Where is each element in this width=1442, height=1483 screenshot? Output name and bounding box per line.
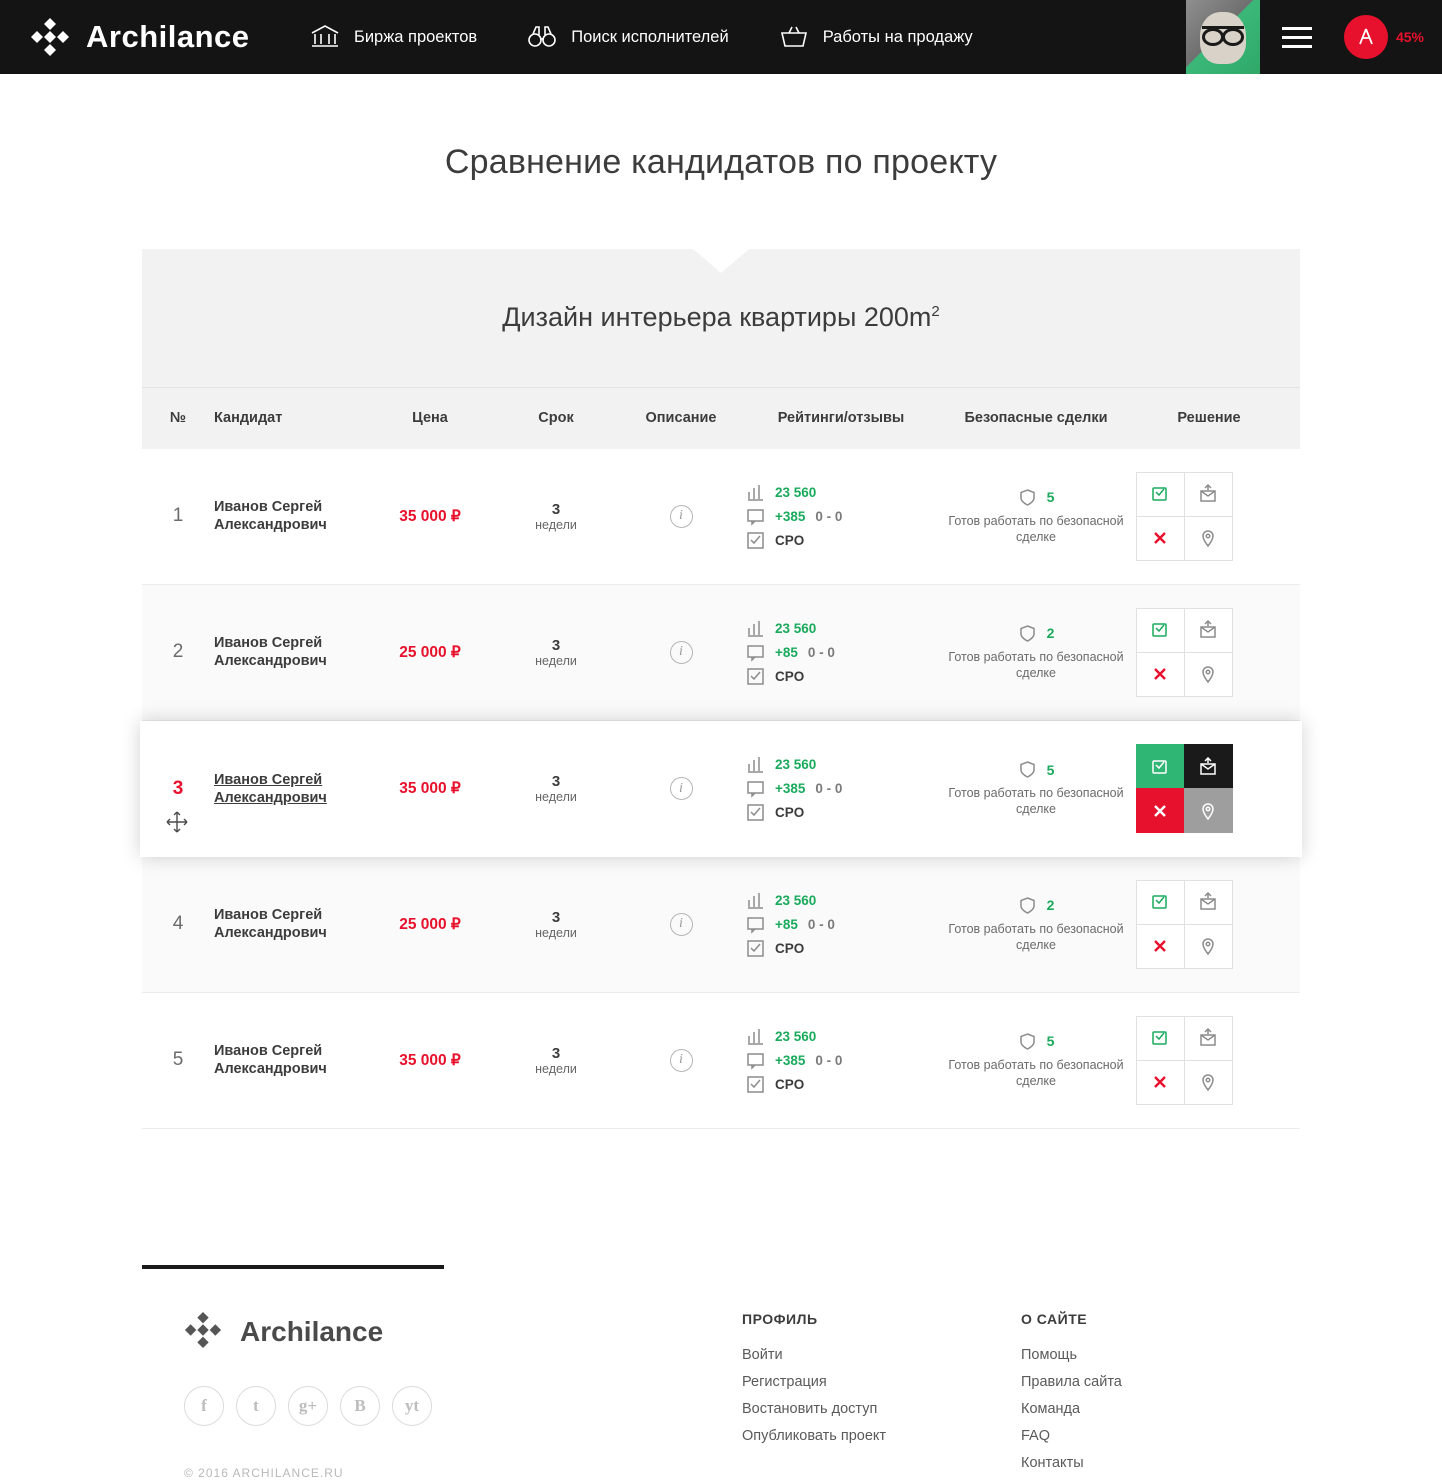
cro-line: [746, 1075, 936, 1094]
copyright: © 2016 ARCHILANCE.RU: [184, 1465, 344, 1480]
nav-label: Биржа проектов: [354, 27, 478, 46]
rating-line: [746, 619, 936, 638]
comment-icon: [746, 507, 765, 526]
nav-item-works-for-sale[interactable]: [779, 24, 973, 50]
location-pin-button[interactable]: [1184, 652, 1233, 697]
nav-label: Работы на продажу: [822, 27, 973, 46]
bar-chart-icon: [746, 1027, 765, 1046]
decision-buttons: [1136, 745, 1282, 833]
nav-item-projects[interactable]: [310, 24, 477, 50]
safe-deals-text: Готов работать по безопасной сделке: [948, 649, 1124, 680]
facebook-icon[interactable]: f: [184, 1386, 224, 1426]
candidate-term: [496, 637, 616, 668]
check-box-icon: [746, 803, 765, 822]
candidate-name[interactable]: Иванов Сергей Александрович: [214, 907, 327, 942]
footer-link-login[interactable]: Войти: [742, 1346, 783, 1363]
reject-button[interactable]: [1136, 652, 1185, 697]
col-header-term: Срок: [538, 410, 574, 427]
nav-item-search-performers[interactable]: [527, 24, 729, 50]
check-box-icon: [746, 1075, 765, 1094]
main-nav: [310, 24, 973, 50]
safe-deals-cell: [936, 488, 1136, 545]
term-unit: недели: [535, 790, 577, 805]
reviews-zero: 0 - 0: [815, 781, 843, 797]
location-pin-button[interactable]: [1184, 924, 1233, 969]
check-box-icon: [746, 531, 765, 550]
bar-chart-icon: [746, 891, 765, 910]
candidate-name[interactable]: Иванов Сергей Александрович: [214, 499, 327, 534]
footer-link-contacts[interactable]: Контакты: [1021, 1454, 1084, 1471]
reviews-zero: 0 - 0: [807, 644, 835, 660]
nav-label: Поиск исполнителей: [571, 27, 729, 46]
bank-icon: [310, 24, 340, 50]
safe-deals-cell: [936, 1032, 1136, 1089]
col-header-rating: Рейтинги/отзывы: [777, 410, 905, 427]
footer-column-title: ПРОФИЛЬ: [742, 1310, 818, 1327]
description-cell: [616, 505, 746, 528]
page-title: Сравнение кандидатов по проекту: [444, 142, 998, 181]
header-right: [1186, 0, 1442, 74]
check-box-icon: [746, 667, 765, 686]
safe-deals-text: Готов работать по безопасной сделке: [948, 1057, 1124, 1088]
table-row[interactable]: [142, 449, 1300, 585]
drag-move-icon[interactable]: [166, 811, 188, 833]
bar-chart-icon: [746, 755, 765, 774]
ratings-cell: [746, 750, 936, 827]
safe-deals-text: Готов работать по безопасной сделке: [948, 921, 1124, 952]
message-button[interactable]: [1184, 1016, 1233, 1061]
description-cell: [616, 641, 746, 664]
ratings-cell: [746, 614, 936, 691]
page-body: [0, 97, 1442, 1482]
rating-line: [746, 891, 936, 910]
cro-line: [746, 531, 936, 550]
candidates-table: [142, 387, 1300, 1265]
youtube-icon[interactable]: yt: [392, 1386, 432, 1426]
cro-line: [746, 667, 936, 686]
site-footer: [142, 1265, 1300, 1482]
reviews-zero: 0 - 0: [807, 916, 835, 932]
reviews-plus: +85: [775, 644, 798, 660]
decision-cell: [1136, 472, 1282, 560]
table-row[interactable]: [142, 993, 1300, 1129]
row-number: 5: [172, 1049, 184, 1071]
rating-line: [746, 483, 936, 502]
cro-value: CPO: [775, 668, 805, 684]
reviews-line: [746, 779, 936, 798]
term-unit: недели: [535, 925, 577, 940]
archilance-logo-icon: [30, 17, 70, 57]
message-button[interactable]: [1184, 744, 1233, 789]
table-row[interactable]: [142, 585, 1300, 721]
table-row-selected[interactable]: [140, 721, 1302, 857]
menu-burger-button[interactable]: [1260, 0, 1334, 74]
cro-value: CPO: [775, 805, 805, 821]
safe-deals-top: [936, 896, 1136, 915]
info-icon[interactable]: i: [670, 777, 693, 800]
description-cell: [616, 1049, 746, 1072]
site-header: [0, 0, 1442, 74]
decision-cell: [1136, 880, 1282, 968]
safe-deals-cell: [936, 760, 1136, 817]
decision-buttons: [1136, 880, 1282, 968]
ratings-cell: [746, 886, 936, 963]
footer-link-team[interactable]: Команда: [1021, 1400, 1081, 1417]
footer-link-rules[interactable]: Правила сайта: [1021, 1373, 1122, 1390]
term-value: 3: [551, 500, 561, 518]
decision-cell: [1136, 1016, 1282, 1104]
term-unit: недели: [535, 1061, 577, 1076]
reviews-plus: +385: [775, 508, 806, 524]
col-header-name: Кандидат: [214, 410, 283, 427]
comment-icon: [746, 779, 765, 798]
candidate-term: [496, 909, 616, 940]
check-box-icon: [746, 939, 765, 958]
cro-value: CPO: [775, 1076, 805, 1092]
project-name-wrap: [502, 302, 940, 333]
safe-deals-count: 2: [1046, 625, 1055, 642]
decision-buttons: [1136, 472, 1282, 560]
project-name: Дизайн интерьера квартиры 200m: [502, 302, 932, 333]
row-number: 1: [172, 505, 184, 527]
reviews-plus: +385: [775, 781, 806, 797]
info-icon[interactable]: i: [670, 641, 693, 664]
footer-link-faq[interactable]: FAQ: [1021, 1427, 1051, 1444]
candidate-term: [496, 773, 616, 804]
message-button[interactable]: [1184, 880, 1233, 925]
message-button[interactable]: [1184, 472, 1233, 517]
term-unit: недели: [535, 653, 577, 668]
shield-icon: [1018, 896, 1037, 915]
candidate-price: 35 000 ₽: [399, 507, 461, 525]
table-header-row: [142, 387, 1300, 449]
candidate-term: [496, 501, 616, 532]
cro-line: [746, 939, 936, 958]
term-value: 3: [551, 636, 561, 654]
candidate-price: 35 000 ₽: [399, 1051, 461, 1069]
accept-button[interactable]: [1136, 744, 1185, 789]
avatar[interactable]: [1186, 0, 1260, 74]
brand-name: Archilance: [86, 19, 250, 54]
safe-deals-text: Готов работать по безопасной сделке: [948, 786, 1124, 817]
ratings-cell: [746, 1022, 936, 1099]
safe-deals-top: [936, 488, 1136, 507]
reject-button[interactable]: [1136, 924, 1185, 969]
bar-chart-icon: [746, 483, 765, 502]
col-header-safe: Безопасные сделки: [964, 410, 1108, 427]
reviews-plus: +85: [775, 916, 798, 932]
info-icon[interactable]: i: [670, 1049, 693, 1072]
safe-deals-count: 2: [1046, 897, 1055, 914]
reject-button[interactable]: [1136, 1060, 1185, 1105]
ratings-cell: [746, 478, 936, 555]
reviews-line: [746, 507, 936, 526]
accept-button[interactable]: [1136, 608, 1185, 653]
reviews-line: [746, 1051, 936, 1070]
col-header-decision: Решение: [1177, 410, 1241, 427]
info-icon[interactable]: i: [670, 913, 693, 936]
decision-cell: [1136, 745, 1282, 833]
logo-block[interactable]: [0, 17, 300, 57]
shield-icon: [1018, 488, 1037, 507]
footer-column-profile: [742, 1311, 1021, 1482]
binoculars-icon: [527, 24, 557, 50]
twitter-icon[interactable]: t: [236, 1386, 276, 1426]
row-number: 3: [172, 777, 184, 799]
google-plus-icon[interactable]: g+: [288, 1386, 328, 1426]
safe-deals-top: [936, 1032, 1136, 1051]
footer-link-register[interactable]: Регистрация: [742, 1373, 827, 1390]
term-unit: недели: [535, 517, 577, 532]
accept-button[interactable]: [1136, 472, 1185, 517]
candidate-price: 35 000 ₽: [399, 780, 461, 798]
comment-icon: [746, 915, 765, 934]
safe-deals-count: 5: [1046, 761, 1055, 778]
shield-icon: [1018, 760, 1037, 779]
candidate-price: 25 000 ₽: [399, 915, 461, 933]
cro-value: CPO: [775, 532, 805, 548]
archilance-logo-icon: [184, 1311, 222, 1354]
location-pin-button[interactable]: [1184, 516, 1233, 561]
rating-line: [746, 1027, 936, 1046]
vk-icon[interactable]: B: [340, 1386, 380, 1426]
social-links: [184, 1386, 742, 1426]
footer-brand-block: [184, 1311, 742, 1482]
message-button[interactable]: [1184, 608, 1233, 653]
cro-value: CPO: [775, 940, 805, 956]
bar-chart-icon: [746, 619, 765, 638]
reject-button[interactable]: [1136, 516, 1185, 561]
location-pin-button[interactable]: [1184, 1060, 1233, 1105]
accept-button[interactable]: [1136, 1016, 1185, 1061]
reject-button[interactable]: [1136, 788, 1185, 833]
safe-deals-text: Готов работать по безопасной сделке: [948, 513, 1124, 544]
footer-column-about: [1021, 1311, 1300, 1482]
term-value: 3: [551, 908, 561, 926]
project-band: [142, 249, 1300, 387]
footer-brand-name: Archilance: [240, 1316, 384, 1348]
term-value: 3: [551, 1044, 561, 1062]
reviews-plus: +385: [775, 1052, 806, 1068]
candidate-name[interactable]: Иванов Сергей Александрович: [214, 771, 327, 806]
profile-progress[interactable]: [1334, 15, 1442, 59]
table-row[interactable]: [142, 857, 1300, 993]
description-cell: [616, 913, 746, 936]
footer-column-title: О САЙТЕ: [1021, 1310, 1088, 1327]
candidate-name[interactable]: Иванов Сергей Александрович: [214, 1043, 327, 1078]
decision-buttons: [1136, 1016, 1282, 1104]
basket-icon: [779, 24, 809, 50]
table-empty-space: [142, 1129, 1300, 1265]
col-header-price: Цена: [412, 410, 448, 427]
rating-line: [746, 755, 936, 774]
compass-icon: [1344, 15, 1388, 59]
decision-cell: [1136, 608, 1282, 696]
row-number: 4: [172, 913, 184, 935]
cro-line: [746, 803, 936, 822]
safe-deals-cell: [936, 896, 1136, 953]
description-cell: [616, 777, 746, 800]
footer-link-restore[interactable]: Востановить доступ: [742, 1400, 878, 1417]
safe-deals-top: [936, 624, 1136, 643]
safe-deals-count: 5: [1046, 489, 1055, 506]
col-header-num: №: [169, 410, 187, 427]
reviews-zero: 0 - 0: [815, 508, 843, 524]
info-icon[interactable]: i: [670, 505, 693, 528]
reviews-line: [746, 915, 936, 934]
safe-deals-count: 5: [1046, 1033, 1055, 1050]
decision-buttons: [1136, 608, 1282, 696]
location-pin-button[interactable]: [1184, 788, 1233, 833]
rating-value: 23 560: [775, 620, 817, 636]
footer-link-help[interactable]: Помощь: [1021, 1346, 1078, 1363]
candidate-name[interactable]: Иванов Сергей Александрович: [214, 635, 327, 670]
safe-deals-top: [936, 760, 1136, 779]
rating-value: 23 560: [775, 757, 817, 773]
shield-icon: [1018, 1032, 1037, 1051]
safe-deals-cell: [936, 624, 1136, 681]
term-value: 3: [551, 773, 561, 791]
reviews-zero: 0 - 0: [815, 1052, 843, 1068]
rating-value: 23 560: [775, 1028, 817, 1044]
shield-icon: [1018, 624, 1037, 643]
accept-button[interactable]: [1136, 880, 1185, 925]
col-header-desc: Описание: [645, 410, 717, 427]
project-name-sup: 2: [931, 303, 940, 321]
rating-value: 23 560: [775, 892, 817, 908]
reviews-line: [746, 643, 936, 662]
comment-icon: [746, 643, 765, 662]
candidate-term: [496, 1045, 616, 1076]
row-number: 2: [172, 641, 184, 663]
candidate-price: 25 000 ₽: [399, 643, 461, 661]
comment-icon: [746, 1051, 765, 1070]
footer-link-publish-project[interactable]: Опубликовать проект: [742, 1427, 887, 1444]
profile-percent: 45%: [1395, 29, 1424, 45]
rating-value: 23 560: [775, 484, 817, 500]
